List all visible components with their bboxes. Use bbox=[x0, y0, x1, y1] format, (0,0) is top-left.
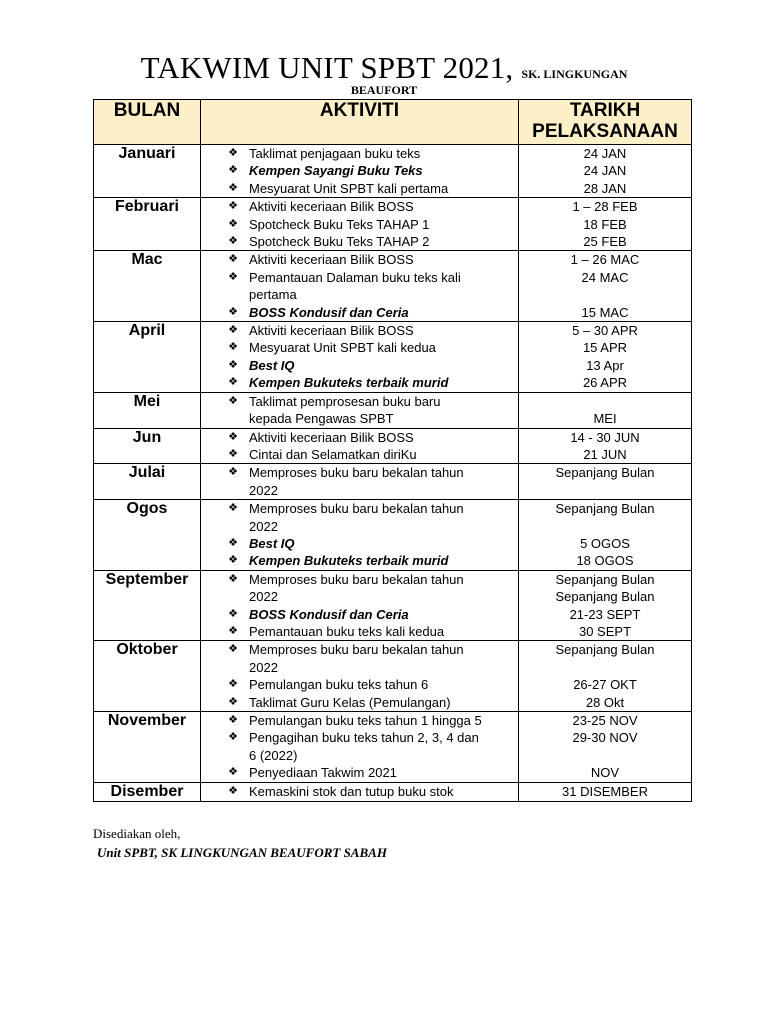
activity-text: Pengagihan buku teks tahun 2, 3, 4 dan bbox=[249, 730, 479, 746]
activity-text: Mesyuarat Unit SPBT kali pertama bbox=[249, 180, 449, 196]
activity-text: Penyediaan Takwim 2021 bbox=[249, 765, 397, 781]
activity-text-continued: 2022 bbox=[249, 482, 278, 498]
month-cell: Disember bbox=[94, 782, 201, 801]
activity-item bbox=[201, 322, 518, 339]
date-text bbox=[519, 659, 691, 676]
activity-item bbox=[201, 783, 518, 800]
table-row bbox=[94, 251, 692, 322]
diamond-bullet-icon: ❖ bbox=[228, 430, 238, 443]
date-text: Sepanjang Bulan bbox=[555, 571, 655, 587]
activity-item bbox=[201, 374, 518, 391]
diamond-bullet-icon: ❖ bbox=[228, 235, 238, 248]
date-text: 18 FEB bbox=[583, 216, 627, 232]
title-location: BEAUFORT bbox=[350, 83, 418, 97]
activity-item bbox=[201, 180, 518, 197]
activity-item bbox=[201, 145, 518, 162]
activity-cell bbox=[201, 322, 519, 393]
month-cell: Ogos bbox=[94, 500, 201, 571]
date-text: MEI bbox=[593, 411, 617, 427]
month-cell: Oktober bbox=[94, 641, 201, 712]
activity-item bbox=[201, 606, 518, 623]
table-row bbox=[94, 570, 692, 641]
diamond-bullet-icon: ❖ bbox=[228, 607, 238, 620]
activity-text: Spotcheck Buku Teks TAHAP 2 bbox=[249, 234, 430, 250]
date-text: NOV bbox=[590, 765, 620, 781]
diamond-bullet-icon: ❖ bbox=[228, 695, 238, 708]
activity-text: BOSS Kondusif dan Ceria bbox=[249, 606, 409, 622]
activity-text: Spotcheck Buku Teks TAHAP 1 bbox=[249, 216, 430, 232]
diamond-bullet-icon: ❖ bbox=[228, 766, 238, 779]
table-row bbox=[94, 500, 692, 571]
activity-cell bbox=[201, 428, 519, 464]
activity-text: Memproses buku baru bekalan tahun bbox=[249, 642, 464, 658]
date-cell bbox=[519, 500, 692, 571]
activity-text: Kemaskini stok dan tutup buku stok bbox=[249, 783, 454, 799]
diamond-bullet-icon: ❖ bbox=[228, 358, 238, 371]
date-text: 18 OGOS bbox=[576, 553, 634, 569]
title-school: SK. LINGKUNGAN bbox=[521, 67, 628, 81]
diamond-bullet-icon: ❖ bbox=[228, 324, 238, 337]
date-cell bbox=[519, 428, 692, 464]
activity-item bbox=[201, 251, 518, 268]
date-cell bbox=[519, 712, 692, 783]
activity-text: Taklimat Guru Kelas (Pemulangan) bbox=[249, 694, 451, 710]
date-text: 25 FEB bbox=[583, 234, 627, 249]
activity-item bbox=[201, 729, 518, 746]
activity-text: Memproses buku baru bekalan tahun bbox=[249, 571, 464, 587]
activity-text: Aktiviti keceriaan Bilik BOSS bbox=[249, 429, 414, 445]
activity-cell bbox=[201, 641, 519, 712]
activity-text-continued: pertama bbox=[249, 287, 297, 303]
activity-item bbox=[201, 641, 518, 658]
date-text: 1 – 26 MAC bbox=[570, 252, 640, 268]
activity-text: Aktiviti keceriaan Bilik BOSS bbox=[249, 252, 414, 268]
diamond-bullet-icon: ❖ bbox=[228, 305, 238, 318]
diamond-bullet-icon: ❖ bbox=[228, 678, 238, 691]
activity-item bbox=[201, 429, 518, 446]
diamond-bullet-icon: ❖ bbox=[228, 572, 238, 585]
date-cell bbox=[519, 570, 692, 641]
date-text: 5 – 30 APR bbox=[572, 323, 638, 339]
diamond-bullet-icon: ❖ bbox=[228, 714, 238, 726]
activity-text-continued: 2022 bbox=[249, 589, 278, 605]
title-main: TAKWIM UNIT SPBT 2021, bbox=[140, 50, 514, 85]
table-row bbox=[94, 392, 692, 428]
activity-item bbox=[201, 269, 518, 286]
diamond-bullet-icon: ❖ bbox=[228, 447, 238, 460]
table-header-row bbox=[94, 100, 692, 145]
activity-item bbox=[201, 339, 518, 356]
date-text: 13 Apr bbox=[586, 357, 624, 373]
activity-text-continued: kepada Pengawas SPBT bbox=[249, 411, 394, 427]
activity-text: Pemantauan buku teks kali kedua bbox=[249, 623, 445, 639]
activity-text: BOSS Kondusif dan Ceria bbox=[249, 304, 409, 320]
month-cell: Januari bbox=[94, 145, 201, 198]
month-cell: Mac bbox=[94, 251, 201, 322]
activity-text: Best IQ bbox=[249, 357, 295, 373]
activity-cell bbox=[201, 464, 519, 500]
activity-text: Pemulangan buku teks tahun 6 bbox=[249, 677, 429, 693]
table-row bbox=[94, 782, 692, 801]
activity-item bbox=[201, 446, 518, 463]
date-text: 15 APR bbox=[582, 340, 628, 356]
activity-text: Kempen Bukuteks terbaik murid bbox=[249, 375, 449, 391]
diamond-bullet-icon: ❖ bbox=[228, 784, 238, 797]
activity-item bbox=[201, 393, 518, 410]
activity-item bbox=[201, 162, 518, 179]
diamond-bullet-icon: ❖ bbox=[228, 270, 238, 283]
diamond-bullet-icon: ❖ bbox=[228, 554, 238, 567]
date-text: 21 JUN bbox=[583, 446, 627, 462]
activity-text-continued: 2022 bbox=[249, 659, 278, 675]
diamond-bullet-icon: ❖ bbox=[228, 624, 238, 637]
activity-text: Mesyuarat Unit SPBT kali kedua bbox=[249, 340, 436, 356]
activity-text: Cintai dan Selamatkan diriKu bbox=[249, 446, 417, 462]
activity-item bbox=[201, 694, 518, 711]
month-cell: Jun bbox=[94, 428, 201, 464]
activity-text: Aktiviti keceriaan Bilik BOSS bbox=[249, 323, 414, 339]
activity-item bbox=[201, 676, 518, 693]
activity-text: Aktiviti keceriaan Bilik BOSS bbox=[249, 199, 414, 215]
date-text: 31 DISEMBER bbox=[562, 783, 648, 799]
diamond-bullet-icon: ❖ bbox=[228, 164, 238, 177]
month-cell: November bbox=[94, 712, 201, 783]
table-row bbox=[94, 322, 692, 393]
date-text: 24 JAN bbox=[583, 163, 627, 179]
diamond-bullet-icon: ❖ bbox=[228, 181, 238, 194]
activity-text: Best IQ bbox=[249, 535, 295, 551]
diamond-bullet-icon: ❖ bbox=[228, 643, 238, 656]
date-cell bbox=[519, 782, 692, 801]
header-tarikh-line2: PELAKSANAAN bbox=[532, 121, 678, 142]
activity-item bbox=[201, 357, 518, 374]
takwim-table bbox=[93, 99, 692, 802]
date-text: 21-23 SEPT bbox=[569, 606, 641, 622]
activity-cell bbox=[201, 198, 519, 251]
date-text: Sepanjang Bulan bbox=[555, 501, 655, 517]
date-cell bbox=[519, 641, 692, 712]
date-text: 29-30 NOV bbox=[572, 730, 638, 746]
activity-cell bbox=[201, 570, 519, 641]
table-row bbox=[94, 145, 692, 198]
activity-text: Memproses buku baru bekalan tahun bbox=[249, 465, 464, 481]
table-row bbox=[94, 464, 692, 500]
diamond-bullet-icon: ❖ bbox=[228, 376, 238, 389]
date-text bbox=[519, 286, 691, 303]
header-aktiviti: AKTIVITI bbox=[201, 100, 519, 145]
activity-text-continued: 6 (2022) bbox=[249, 747, 298, 763]
diamond-bullet-icon: ❖ bbox=[228, 217, 238, 230]
date-text: 24 MAC bbox=[581, 269, 629, 285]
diamond-bullet-icon: ❖ bbox=[228, 466, 238, 479]
date-cell bbox=[519, 251, 692, 322]
table-row bbox=[94, 641, 692, 712]
activity-item bbox=[201, 198, 518, 215]
date-text: 14 - 30 JUN bbox=[570, 429, 640, 445]
date-text: 1 – 28 FEB bbox=[572, 199, 638, 215]
date-cell bbox=[519, 322, 692, 393]
date-text: 15 MAC bbox=[581, 304, 629, 320]
date-text bbox=[519, 393, 691, 410]
prepared-by-label: Disediakan oleh, bbox=[93, 826, 181, 841]
diamond-bullet-icon: ❖ bbox=[228, 394, 238, 407]
diamond-bullet-icon: ❖ bbox=[228, 536, 238, 549]
month-cell: Mei bbox=[94, 392, 201, 428]
table-row bbox=[94, 428, 692, 464]
activity-item bbox=[201, 304, 518, 321]
activity-text: Pemantauan Dalaman buku teks kali bbox=[249, 269, 461, 285]
table-row bbox=[94, 712, 692, 783]
date-text: 26 APR bbox=[582, 375, 628, 391]
activity-text: Kempen Sayangi Buku Teks bbox=[249, 163, 423, 179]
activity-item bbox=[201, 233, 518, 250]
diamond-bullet-icon: ❖ bbox=[228, 147, 238, 159]
activity-cell bbox=[201, 712, 519, 783]
month-cell: Februari bbox=[94, 198, 201, 251]
activity-item bbox=[201, 571, 518, 588]
activity-text: Taklimat penjagaan buku teks bbox=[249, 146, 421, 161]
activity-item bbox=[201, 712, 518, 729]
date-text: Sepanjang Bulan bbox=[555, 589, 655, 605]
diamond-bullet-icon: ❖ bbox=[228, 341, 238, 354]
month-cell: April bbox=[94, 322, 201, 393]
header-tarikh-line1: TARIKH bbox=[569, 100, 641, 121]
activity-item bbox=[201, 764, 518, 781]
diamond-bullet-icon: ❖ bbox=[228, 731, 238, 744]
diamond-bullet-icon: ❖ bbox=[228, 253, 238, 266]
activity-item bbox=[201, 216, 518, 233]
date-text bbox=[519, 747, 691, 764]
activity-item bbox=[201, 623, 518, 640]
date-cell bbox=[519, 464, 692, 500]
date-cell bbox=[519, 392, 692, 428]
table-row bbox=[94, 198, 692, 251]
header-tarikh bbox=[519, 100, 692, 145]
date-text: Sepanjang Bulan bbox=[555, 642, 655, 658]
date-text: 5 OGOS bbox=[580, 535, 630, 551]
activity-text-continued: 2022 bbox=[249, 518, 278, 534]
activity-text: Pemulangan buku teks tahun 1 hingga 5 bbox=[249, 713, 482, 728]
date-text: Sepanjang Bulan bbox=[555, 465, 655, 481]
activity-cell bbox=[201, 145, 519, 198]
activity-text: Memproses buku baru bekalan tahun bbox=[249, 501, 464, 517]
activity-cell bbox=[201, 500, 519, 571]
date-text: 23-25 NOV bbox=[572, 713, 638, 728]
activity-item bbox=[201, 464, 518, 481]
activity-cell bbox=[201, 782, 519, 801]
date-text: 28 Okt bbox=[585, 694, 625, 710]
header-bulan: BULAN bbox=[94, 100, 201, 145]
date-cell bbox=[519, 198, 692, 251]
date-text: 26-27 OKT bbox=[573, 677, 637, 693]
diamond-bullet-icon: ❖ bbox=[228, 200, 238, 213]
diamond-bullet-icon: ❖ bbox=[228, 502, 238, 515]
date-text: 30 SEPT bbox=[578, 623, 632, 639]
prepared-by-unit: Unit SPBT, SK LINGKUNGAN BEAUFORT SABAH bbox=[97, 845, 387, 860]
date-cell bbox=[519, 145, 692, 198]
activity-cell bbox=[201, 392, 519, 428]
activity-text: Taklimat pemprosesan buku baru bbox=[249, 393, 441, 409]
date-text: 28 JAN bbox=[583, 180, 627, 196]
activity-item bbox=[201, 500, 518, 517]
activity-item bbox=[201, 552, 518, 569]
activity-text: Kempen Bukuteks terbaik murid bbox=[249, 553, 449, 569]
date-text: 24 JAN bbox=[583, 146, 627, 161]
activity-cell bbox=[201, 251, 519, 322]
date-text bbox=[519, 482, 691, 499]
activity-item bbox=[201, 535, 518, 552]
document-title bbox=[0, 50, 768, 86]
month-cell: Julai bbox=[94, 464, 201, 500]
month-cell: September bbox=[94, 570, 201, 641]
date-text bbox=[519, 518, 691, 535]
